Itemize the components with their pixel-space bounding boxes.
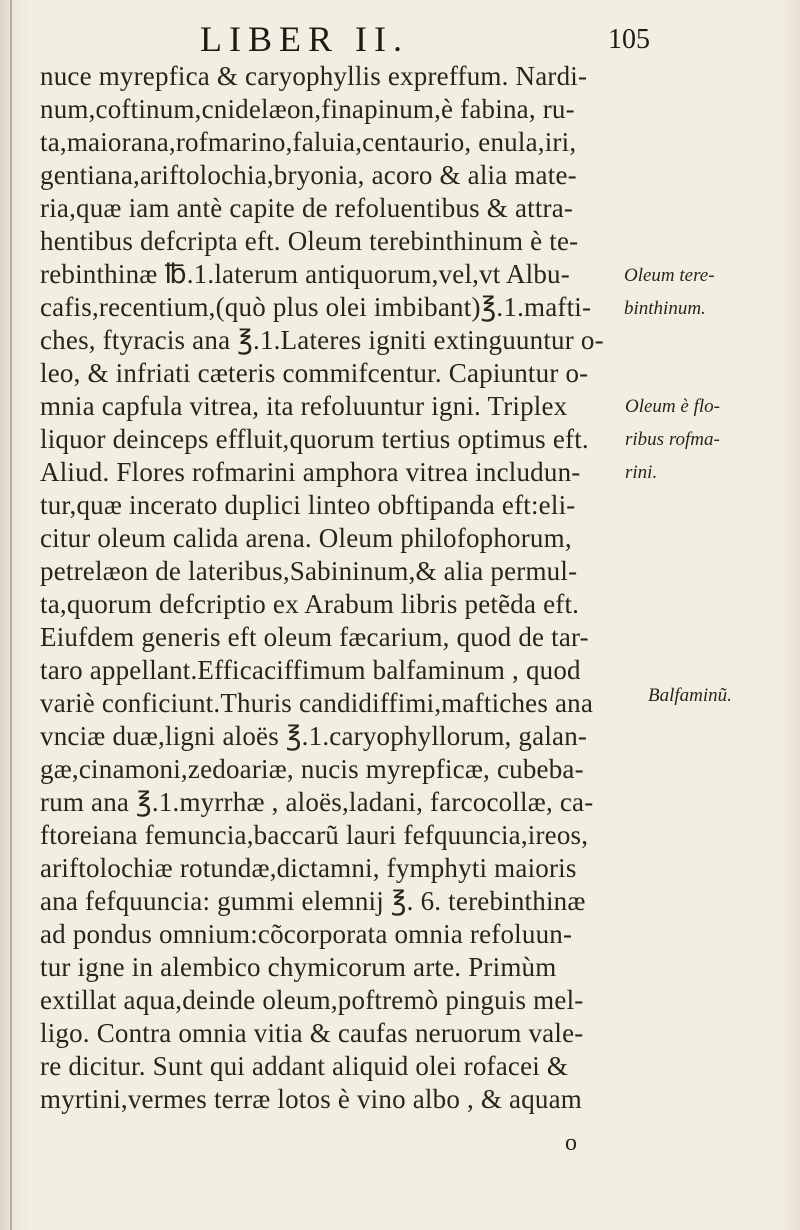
margin-note-oleum-terebinthinum-1: Oleum tere-	[624, 265, 715, 286]
text-line: ta,maiorana,rofmarino,faluia,centaurio, enula,iri,	[40, 127, 577, 157]
text-line: Aliud. Flores rofmarini amphora vitrea includun-	[40, 457, 581, 487]
text-line: num,coftinum,cnidelæon,finapinum,è fabina, ru-	[40, 94, 575, 124]
text-line: liquor deinceps effluit,quorum tertius optimus eft.	[40, 424, 589, 454]
margin-note-balsaminum: Balfaminũ.	[648, 685, 732, 706]
running-head	[0, 18, 800, 58]
text-line: rebinthinæ ℔.1.laterum antiquorum,vel,vt Albu-	[40, 259, 570, 289]
text-line: ligo. Contra omnia vitia & caufas neruorum vale-	[40, 1018, 584, 1048]
main-text	[40, 60, 740, 1116]
text-line: tur,quæ incerato duplici linteo obftipanda eft:eli-	[40, 490, 576, 520]
text-line: gentiana,ariftolochia,bryonia, acoro & alia mate-	[40, 160, 577, 190]
text-line: variè conficiunt.Thuris candidiffimi,maftiches ana	[40, 688, 594, 718]
text-line: petrelæon de lateribus,Sabininum,& alia permul-	[40, 556, 578, 586]
text-line: ana fefquuncia: gummi elemnij ℥. 6. terebinthinæ	[40, 886, 586, 916]
text-line: taro appellant.Efficaciffimum balfaminum , quod	[40, 655, 581, 685]
text-line: vnciæ duæ,ligni aloës ℥.1.caryophyllorum, galan-	[40, 721, 588, 751]
text-line: ad pondus omnium:cõcorporata omnia refoluun-	[40, 919, 573, 949]
text-line: myrtini,vermes terræ lotos è vino albo , & aquam	[40, 1084, 582, 1114]
margin-note-oleum-terebinthinum-2: binthinum.	[624, 298, 706, 319]
catchword: o	[565, 1130, 577, 1156]
book-title: LIBER II.	[200, 19, 409, 59]
margin-note-oleum-floribus-1: Oleum è flo-	[625, 396, 720, 417]
text-line: citur oleum calida arena. Oleum philofophorum,	[40, 523, 572, 553]
text-line: ches, ftyracis ana ℥.1.Lateres igniti extinguuntur o-	[40, 325, 604, 355]
text-line: cafis,recentium,(quò plus olei imbibant)℥.1.mafti-	[40, 292, 592, 322]
margin-note-oleum-floribus-2: ribus rofma-	[625, 429, 720, 450]
text-line: ariftolochiæ rotundæ,dictamni, fymphyti maioris	[40, 853, 577, 883]
text-line: ria,quæ iam antè capite de refoluentibus & attra-	[40, 193, 574, 223]
text-line: leo, & infriati cæteris commifcentur. Capiuntur o-	[40, 358, 589, 388]
text-line: re dicitur. Sunt qui addant aliquid olei rofacei &	[40, 1051, 569, 1081]
text-line: gæ,cinamoni,zedoariæ, nucis myrepficæ, cubeba-	[40, 754, 584, 784]
text-line: extillat aqua,deinde oleum,poftremò pinguis mel-	[40, 985, 584, 1015]
text-line: nuce myrepfica & caryophyllis expreffum. Nardi-	[40, 61, 588, 91]
text-line: mnia capfula vitrea, ita refoluuntur igni. Triplex	[40, 391, 568, 421]
text-line: tur igne in alembico chymicorum arte. Primùm	[40, 952, 557, 982]
text-line: hentibus defcripta eft. Oleum terebinthinum è te-	[40, 226, 579, 256]
text-line: ftoreiana femuncia,baccarũ lauri fefquuncia,ireos,	[40, 820, 589, 850]
text-line: ta,quorum defcriptio ex Arabum libris petẽda eft.	[40, 589, 580, 619]
text-line: rum ana ℥.1.myrrhæ , aloës,ladani, farcocollæ, ca-	[40, 787, 594, 817]
page-gutter	[2, 0, 12, 1230]
text-line: Eiufdem generis eft oleum fæcarium, quod de tar-	[40, 622, 589, 652]
page-number: 105	[608, 24, 650, 55]
margin-note-oleum-floribus-3: rini.	[625, 462, 658, 483]
